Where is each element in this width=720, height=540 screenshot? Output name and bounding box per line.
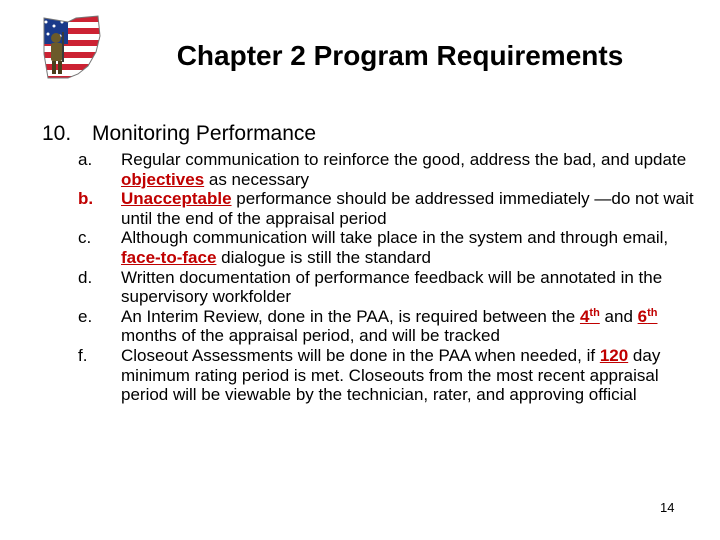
- highlight-term: 120: [599, 345, 629, 365]
- list-letter: d.: [78, 267, 93, 287]
- section-heading: [42, 121, 316, 147]
- highlight-term: face-to-face: [121, 247, 217, 267]
- highlight-term: Unacceptable: [121, 189, 232, 209]
- list-letter: a.: [78, 150, 93, 169]
- page-title: Chapter 2 Program Requirements: [176, 40, 624, 71]
- list-item-e: e. An Interim Review, done in the PAA, is required between the 4th and 6th months of the appraisal period, and will be tracked: [78, 306, 658, 346]
- list-item-d: d. Written documentation of performance feedback will be annotated in the supervisory workfolder: [78, 267, 663, 307]
- list-letter: c.: [78, 228, 92, 248]
- section-number: 10.: [42, 122, 72, 145]
- list-item-a: a. Regular communication to reinforce the good, address the bad, and update objectives as necessary: [78, 150, 687, 189]
- highlight-term: 6th: [637, 306, 658, 326]
- list-letter: b.: [78, 189, 94, 209]
- list-letter: f.: [78, 345, 88, 365]
- highlight-term: objectives: [121, 169, 205, 189]
- list-item-f: f. Closeout Assessments will be done in the PAA when needed, if 120 day minimum rating period is met. Closeouts from the most recent appraisal period will be viewable by the technician, rater, and approving official: [78, 345, 661, 405]
- list-item-c: c. Although communication will take place in the system and through email, face-to-face dialogue is still the standard: [78, 228, 669, 267]
- highlight-term: 4th: [579, 306, 600, 326]
- section-title: Monitoring Performance: [92, 122, 317, 145]
- ohio-flag-soldier-logo: [38, 14, 102, 80]
- requirements-list: [78, 150, 698, 405]
- list-letter: e.: [78, 306, 93, 326]
- page-number: 14: [660, 500, 675, 515]
- list-item-b: b. Unacceptable performance should be addressed immediately —do not wait until the end of the appraisal period: [78, 189, 694, 228]
